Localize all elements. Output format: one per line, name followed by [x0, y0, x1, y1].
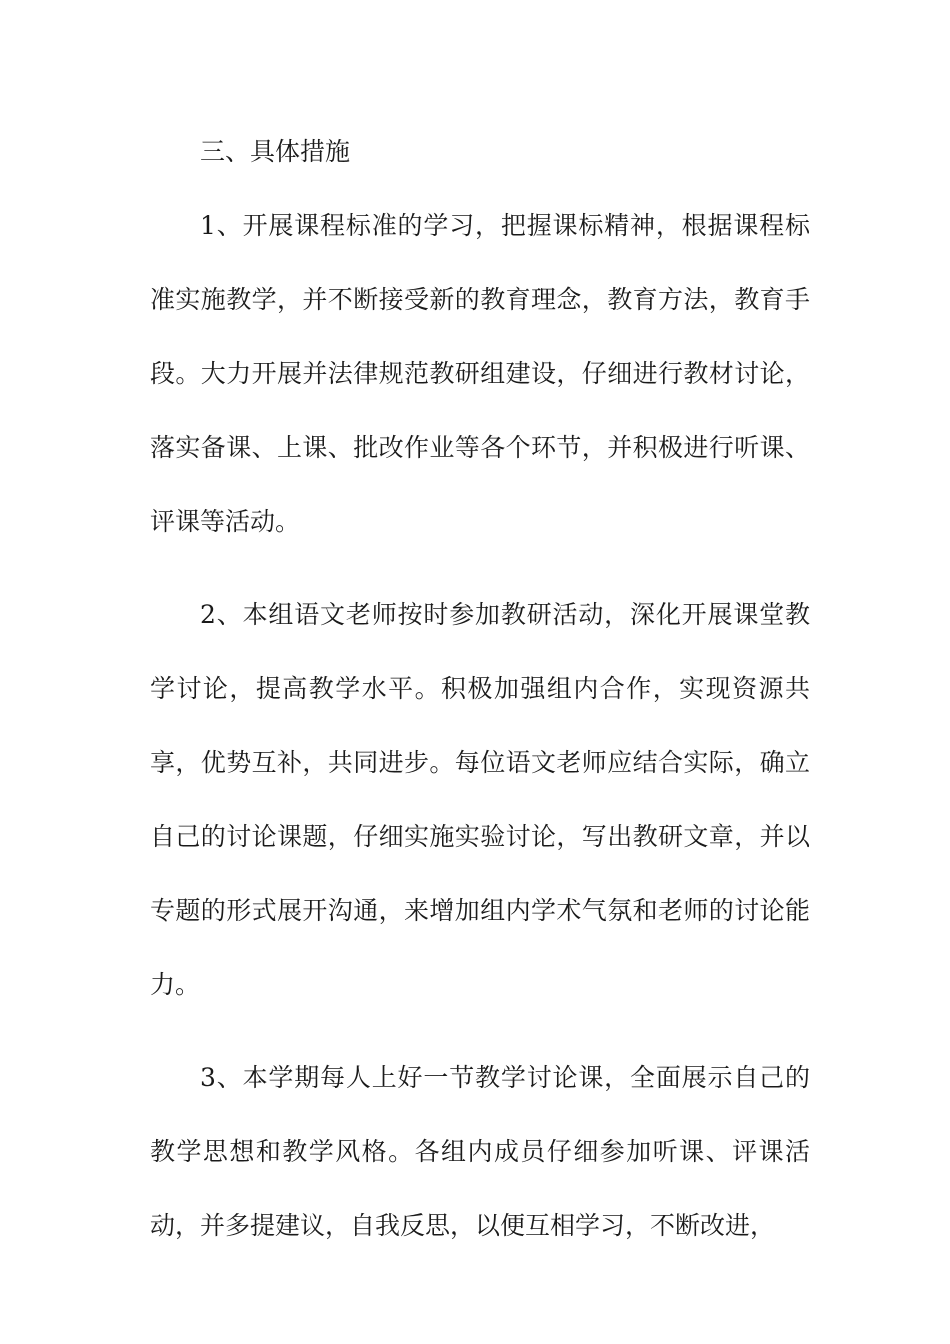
- document-body: [150, 133, 810, 1263]
- section-heading: 三、具体措施: [200, 137, 351, 166]
- paragraph-2: 2、本组语文老师按时参加教研活动，深化开展课堂教学讨论，提高教学水平。积极加强组内合作，实现资源共享，优势互补，共同进步。每位语文老师应结合实际，确立自己的讨论课题，仔细实施实验讨论，写出教研文章，并以专题的形式展开沟通，来增加组内学术气氛和老师的讨论能力。: [150, 600, 810, 999]
- paragraph-1: 1、开展课程标准的学习，把握课标精神，根据课程标准实施教学，并不断接受新的教育理念，教育方法，教育手段。大力开展并法律规范教研组建设，仔细进行教材讨论，落实备课、上课、批改作业等各个环节，并积极进行听课、评课等活动。: [150, 211, 810, 536]
- paragraph-3: 3、本学期每人上好一节教学讨论课，全面展示自己的教学思想和教学风格。各组内成员仔细参加听课、评课活动，并多提建议，自我反思，以便互相学习，不断改进，: [150, 1063, 810, 1240]
